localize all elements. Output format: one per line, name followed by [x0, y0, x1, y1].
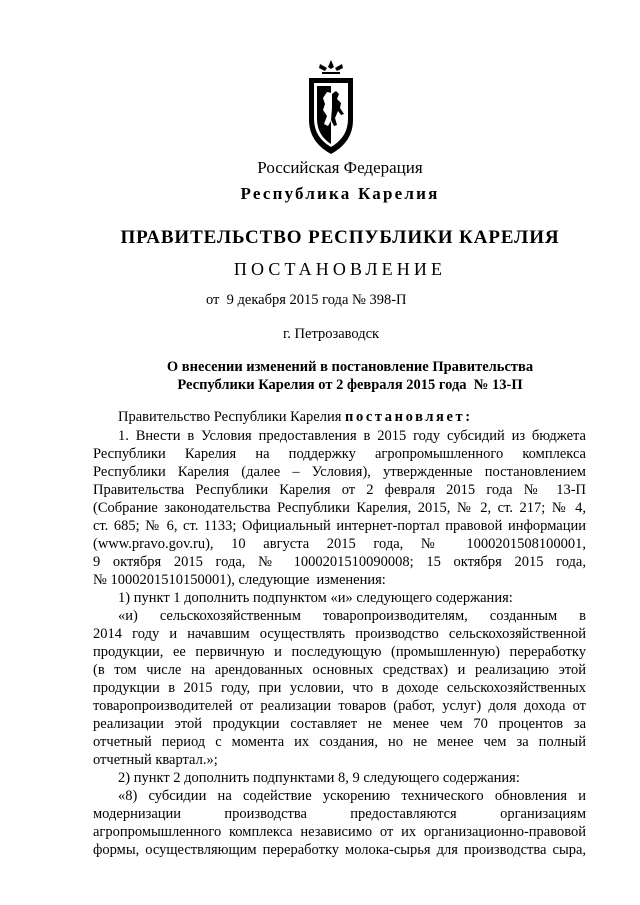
body-line: 2014 году и начавшим осуществлять производство сельскохозяйственной [93, 626, 586, 642]
body-line: реализации этой продукции составляет не менее чем 70 процентов за [93, 716, 586, 732]
intro-line [118, 408, 586, 426]
body-line: товаропроизводителей от реализации товаров (работ, услуг) доля дохода от [93, 698, 586, 714]
decree-city: г. Петрозаводск [283, 326, 380, 342]
body-line: (Собрание законодательства Республики Карелия, 2015, № 2, ст. 217; № 4, [93, 500, 586, 516]
subject-line-1: О внесении изменений в постановление Правительства [166, 359, 534, 375]
body-line: Правительства Республики Карелия от 2 февраля 2015 года № 13-П [93, 482, 586, 498]
body-line: Республики Карелия (далее – Условия), утвержденные постановлением [93, 464, 586, 480]
body-line: модернизации производства предоставляются организациям [93, 806, 586, 822]
body-line: продукции, ее первичную и последующую (промышленную) переработку [93, 644, 586, 660]
body-line: (в том числе на арендованных основных средствах) и реализацию этой [93, 662, 586, 678]
body-line: продукции в 2015 году, при условии, что в доходе сельскохозяйственных [93, 680, 586, 696]
body-line: «и) сельскохозяйственным товаропроизводителям, созданным в [118, 608, 586, 624]
body-line: агропромышленного комплекса независимо от их организационно-правовой [93, 824, 586, 840]
republic-heading: Республика Карелия [240, 184, 440, 203]
intro-prefix: Правительство Республики Карелия [118, 409, 346, 425]
karelia-coat-of-arms-icon [301, 58, 361, 158]
decree-date-number: от 9 декабря 2015 года № 398-П [206, 292, 407, 308]
body-line: Республики Карелия на поддержку агропромышленного комплекса [93, 446, 586, 462]
body-line: отчетный квартал.»; [93, 752, 218, 768]
body-line: формы, осуществляющим переработку молока-сырья для производства сыра, [93, 842, 586, 858]
decree-subject [120, 358, 580, 394]
government-heading: ПРАВИТЕЛЬСТВО РЕСПУБЛИКИ КАРЕЛИЯ [120, 227, 560, 248]
country-heading: Российская Федерация [257, 158, 423, 177]
decrees-word: постановляет: [345, 409, 473, 425]
body-line: 2) пункт 2 дополнить подпунктами 8, 9 следующего содержания: [118, 770, 520, 786]
body-line: 1) пункт 1 дополнить подпунктом «и» следующего содержания: [118, 590, 513, 606]
body-line: отчетный период с момента их создания, но не менее чем за полный [93, 734, 586, 750]
body-line: 9 октября 2015 года, № 1000201510090008; 15 октября 2015 года, [93, 554, 586, 570]
document-type-heading: ПОСТАНОВЛЕНИЕ [233, 259, 447, 279]
body-line: 1. Внести в Условия предоставления в 2015 году субсидий из бюджета [118, 428, 586, 444]
body-line: «8) субсидии на содействие ускорению технического обновления и [118, 788, 586, 804]
body-line: (www.pravo.gov.ru), 10 августа 2015 года, № 1000201508100001, [93, 536, 586, 552]
body-line: ст. 685; № 6, ст. 1133; Официальный интернет-портал правовой информации [93, 518, 586, 534]
subject-line-2: Республики Карелия от 2 февраля 2015 года № 13-П [177, 377, 523, 393]
body-line: № 1000201510150001), следующие изменения: [93, 572, 386, 588]
